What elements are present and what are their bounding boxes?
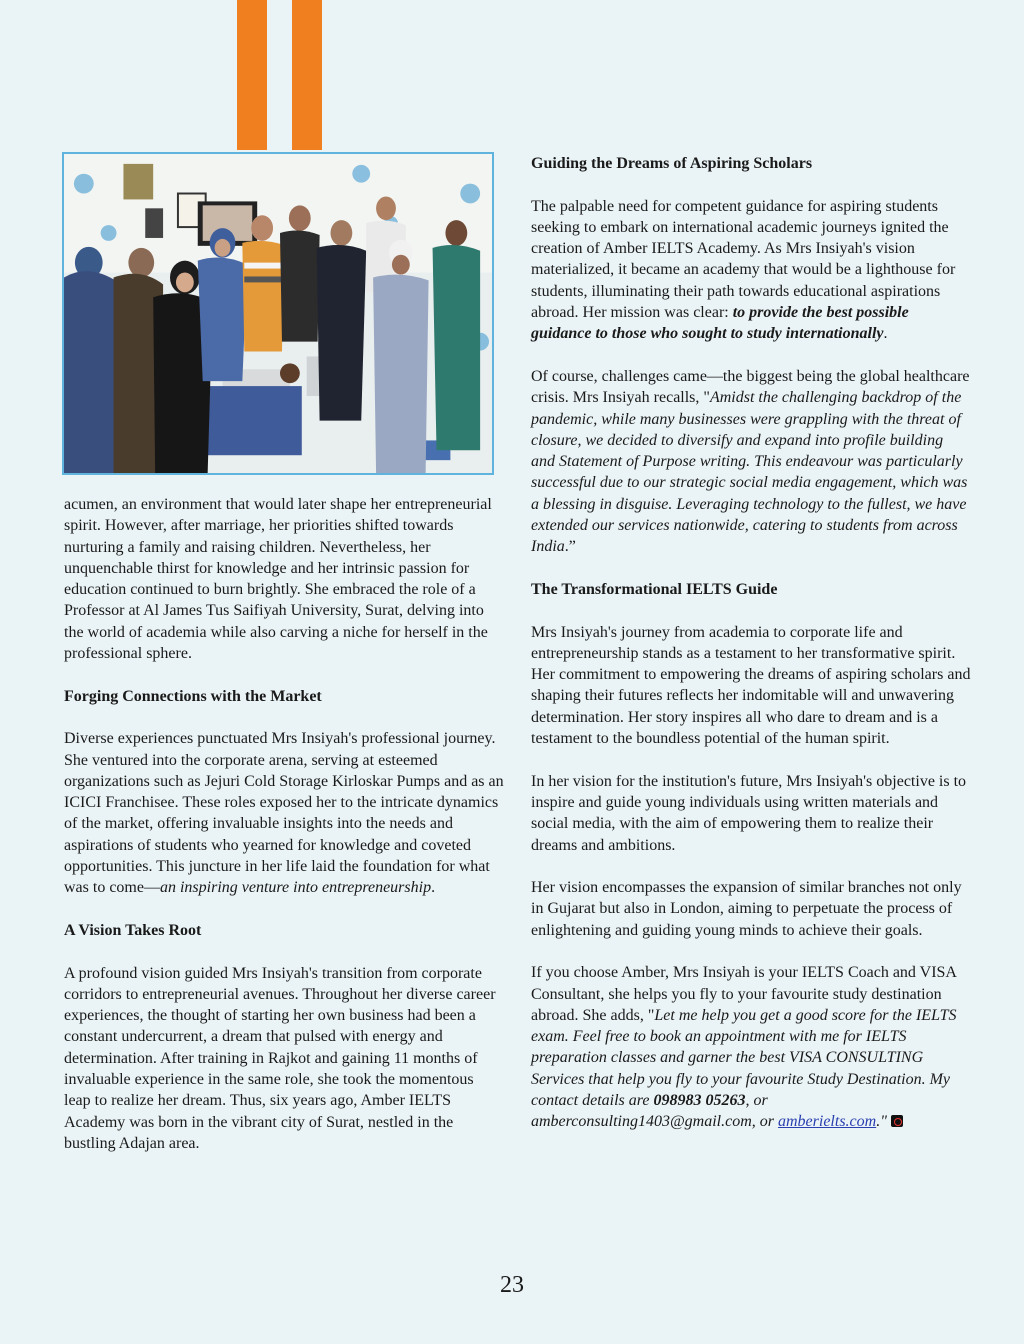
left-column	[64, 494, 504, 1154]
group-photo-image	[64, 154, 492, 473]
left-paragraph-1: acumen, an environment that would later shape her entrepreneurial spirit. However, after marriage, her priorities shifted towards nurturing a family and raising children. Nevertheless, her unquenchable thirst for knowledge and her intrinsic passion for education continued to burn brightly. She embraced the role of a Professor at Al James Tus Saifiyah University, Surat, delving into the world of academia while also carving a niche for herself in the professional sphere.	[64, 496, 492, 663]
right-paragraph-2: Of course, challenges came—the biggest being the global healthcare crisis. Mrs Insiyah recalls, "Amidst the challenging backdrop of the pandemic, while many businesses were grappling with the threat of closure, we decided to diversify and expand into profile building and Statement of Purpose writing. This endeavour was particularly successful due to our strategic social media engagement, which was a blessing in disguise. Leveraging technology to the fullest, we have extended our services nationwide, catering to students from across India.”	[531, 367, 970, 556]
left-paragraph-2: Diverse experiences punctuated Mrs Insiyah's professional journey. She ventured into the corporate arena, serving at esteemed organizations such as Jejuri Cold Storage Kirloskar Pumps and as an ICICI Franchisee. These roles exposed her to the intricate dynamics of the market, offering invaluable insights into the needs and aspirations of students who yearned for knowledge and coveted opportunities. This juncture in her life laid the foundation for what was to come—an inspiring venture into entrepreneurship.	[64, 730, 504, 897]
end-of-article-icon	[891, 1115, 903, 1127]
orange-accent-bar-right	[292, 0, 322, 150]
website-link[interactable]: amberielts.com	[778, 1113, 877, 1131]
right-paragraph-1: The palpable need for competent guidance for aspiring students seeking to embark on international academic journeys ignited the creation of Amber IELTS Academy. As Mrs Insiyah's vision materialized, it became an academy that would be a lighthouse for students, illuminating their path towards educational aspirations abroad. Her mission was clear: to provide the best possible guidance to those who sought to study internationally.	[531, 197, 956, 343]
contact-phone: 098983 05263	[653, 1092, 746, 1110]
group-photo	[62, 152, 494, 475]
right-paragraph-6: If you choose Amber, Mrs Insiyah is your IELTS Coach and VISA Consultant, she helps you fly to your favourite study destination abroad. She adds, "Let me help you get a good score for the IELTS exam. Feel free to book an appointment with me for IELTS preparation classes and garner the best VISA CONSULTING Services that help you fly to your favourite Study Destination. My contact details are 098983 05263, or amberconsulting1403@gmail.com, or amberielts.com."	[531, 964, 957, 1131]
right-paragraph-4: In her vision for the institution's future, Mrs Insiyah's objective is to inspire and guide young individuals using written materials and social media, with the aim of empowering them to realize their dreams and ambitions.	[531, 772, 967, 854]
right-paragraph-5: Her vision encompasses the expansion of similar branches not only in Gujarat but also in London, aiming to perpetuate the process of enlightening and guiding young minds to achieve their goals.	[531, 879, 962, 939]
left-paragraph-3: A profound vision guided Mrs Insiyah's transition from corporate corridors to entrepreneurial avenues. Throughout her diverse career experiences, the thought of starting her own business had been a constant undercurrent, a dream that pulsed with energy and determination. After training in Rajkot and gaining 11 months of invaluable experience in the same role, she took the momentous leap to realize her dream. Thus, six years ago, Amber IELTS Academy was born in the vibrant city of Surat, nestled in the bustling Adajan area.	[64, 964, 496, 1152]
right-column	[531, 153, 971, 1133]
heading-vision-takes-root: A Vision Takes Root	[64, 921, 202, 939]
heading-transformational-guide: The Transformational IELTS Guide	[531, 580, 778, 598]
right-paragraph-3: Mrs Insiyah's journey from academia to corporate life and entrepreneurship stands as a testament to her transformative spirit. Her commitment to empowering the dreams of aspiring scholars and shaping their futures reflects her indomitable will and unwavering determination. Her story inspires all who dare to dream and is a testament to the boundless potential of the human spirit.	[531, 623, 971, 748]
page-number: 23	[500, 1272, 524, 1298]
heading-forging-connections: Forging Connections with the Market	[64, 687, 322, 705]
orange-accent-bar-left	[237, 0, 267, 150]
heading-guiding-dreams: Guiding the Dreams of Aspiring Scholars	[531, 155, 813, 172]
